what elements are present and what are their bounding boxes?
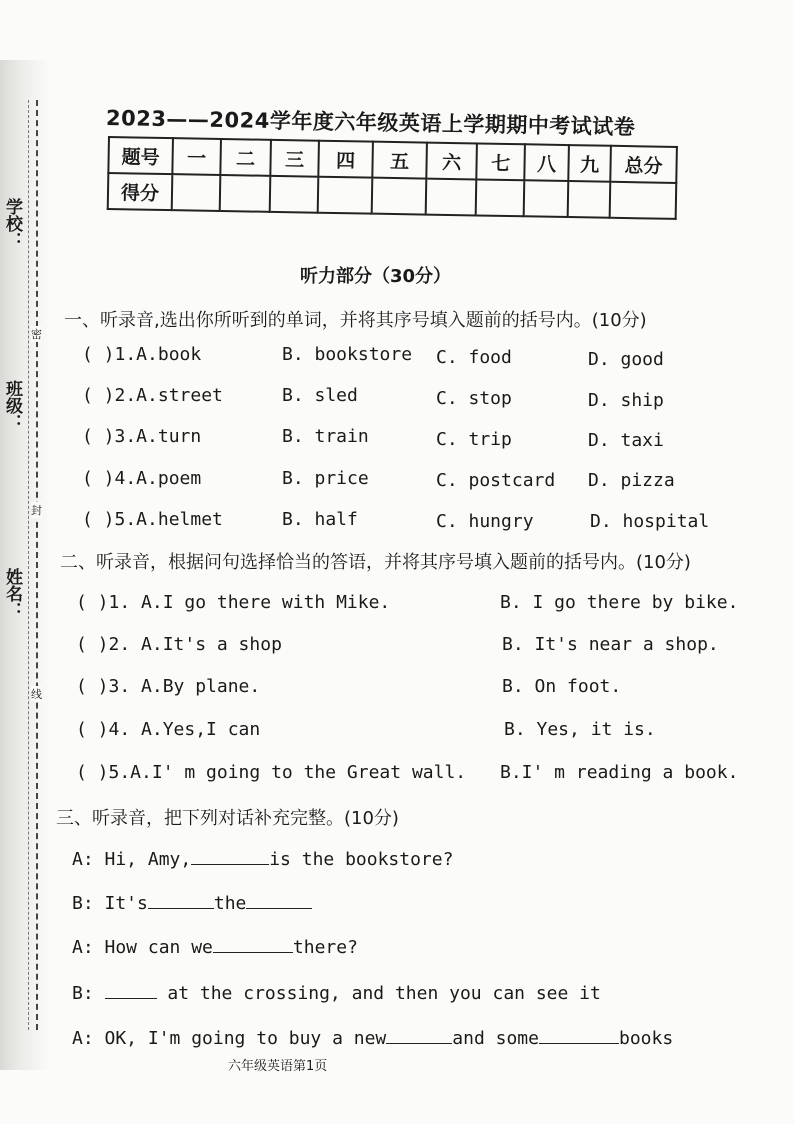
s1-q3-a: ( )3.A.turn: [82, 426, 202, 447]
score-header-cell: 八: [524, 144, 569, 181]
s1-q4-c: C. postcard: [436, 470, 556, 491]
score-cell[interactable]: [426, 179, 477, 216]
dialog-text: and some: [452, 1028, 539, 1049]
score-header-cell: 四: [318, 141, 373, 178]
score-header-cell: 总分: [610, 146, 677, 183]
s2-q1-b: B. I go there by bike.: [500, 592, 739, 613]
s1-q3-d: D. taxi: [588, 430, 664, 451]
s1-q5-d: D. hospital: [590, 511, 710, 532]
answer-blank[interactable]: [191, 846, 269, 865]
s1-q2-d: D. ship: [588, 390, 664, 411]
s2-q1-a: ( )1. A.I go there with Mike.: [76, 592, 391, 613]
score-header-cell: 九: [568, 145, 611, 182]
dialog-text: at the crossing, and then you can see it: [167, 983, 601, 1004]
dialog-text: books: [618, 1028, 674, 1049]
s2-q3-b: B. On foot.: [502, 676, 622, 697]
seal-mi: 密: [31, 328, 42, 341]
dialog-text: there?: [292, 937, 358, 958]
page-footer: 六年级英语第1页: [228, 1059, 328, 1074]
section3-heading: 三、听录音，把下列对话补充完整。(10分): [56, 808, 399, 829]
dialog-text: the: [213, 893, 247, 914]
s1-q4-a: ( )4.A.poem: [82, 468, 202, 489]
score-cell[interactable]: [476, 179, 525, 216]
s2-q2-b: B. It's near a shop.: [502, 634, 719, 655]
dialog-text: A: How can we: [72, 937, 213, 958]
s2-q3-a: ( )3. A.By plane.: [76, 676, 261, 697]
s1-q1-c: C. food: [436, 347, 512, 368]
dialog-text: A: Hi, Amy,: [72, 849, 192, 870]
answer-blank[interactable]: [105, 980, 157, 999]
s2-q2-a: ( )2. A.It's a shop: [76, 634, 282, 655]
binding-line: [36, 100, 38, 1030]
side-label-class: 班级：: [2, 380, 22, 431]
s2-q5-a: ( )5.A.I' m going to the Great wall.: [76, 762, 467, 783]
score-cell[interactable]: [318, 177, 373, 214]
dialog-line-1: [72, 846, 453, 870]
dialog-text: A: OK, I'm going to buy a new: [72, 1028, 387, 1049]
side-label-school: 学校：: [2, 198, 22, 249]
s1-q3-b: B. train: [282, 426, 369, 447]
s1-q2-a: ( )2.A.street: [82, 385, 223, 406]
s2-q5-b: B.I' m reading a book.: [500, 762, 739, 783]
dialog-text: B:: [72, 983, 94, 1004]
s2-q4-a: ( )4. A.Yes,I can: [76, 719, 261, 740]
s1-q2-c: C. stop: [436, 388, 512, 409]
score-header-cell: 三: [270, 140, 319, 177]
score-header-cell: 二: [220, 139, 271, 176]
exam-title: 2023——2024学年度六年级英语上学期期中考试试卷: [105, 106, 636, 140]
s1-q4-d: D. pizza: [588, 470, 675, 491]
answer-blank[interactable]: [539, 1025, 619, 1044]
score-cell[interactable]: [220, 175, 271, 212]
score-cell[interactable]: [172, 174, 221, 211]
section2-heading: 二、听录音，根据问句选择恰当的答语，并将其序号填入题前的括号内。(10分): [60, 552, 691, 573]
s1-q4-b: B. price: [282, 468, 369, 489]
score-cell[interactable]: [610, 182, 677, 219]
binding-line-outer: [28, 100, 29, 1030]
seal-feng: 封: [31, 504, 42, 517]
seal-xian: 线: [31, 688, 42, 701]
s1-q3-c: C. trip: [436, 429, 512, 450]
score-header-cell: 一: [172, 138, 221, 175]
s1-q5-a: ( )5.A.helmet: [82, 509, 223, 530]
s1-q1-b: B. bookstore: [282, 344, 413, 365]
score-cell[interactable]: [372, 178, 427, 215]
score-header-cell: 六: [426, 143, 477, 180]
dialog-text: is the bookstore?: [269, 849, 454, 870]
score-cell[interactable]: [568, 181, 611, 218]
answer-blank[interactable]: [246, 890, 312, 909]
side-label-name: 姓名：: [2, 568, 22, 619]
score-cell[interactable]: [270, 176, 319, 213]
dialog-text: B: It's: [72, 893, 148, 914]
dialog-line-2: [72, 890, 312, 914]
score-table: [107, 136, 678, 220]
s1-q1-d: D. good: [588, 349, 664, 370]
score-row-label: 得分: [108, 173, 173, 210]
score-header-cell: 题号: [108, 137, 173, 174]
dialog-line-4: [72, 980, 601, 1004]
listening-heading: 听力部分（30分）: [300, 266, 452, 287]
s1-q5-c: C. hungry: [436, 511, 534, 532]
answer-blank[interactable]: [386, 1025, 452, 1044]
s1-q2-b: B. sled: [282, 385, 358, 406]
score-header-cell: 七: [476, 143, 525, 180]
answer-blank[interactable]: [213, 934, 293, 953]
dialog-line-3: [72, 934, 358, 958]
section1-heading: 一、听录音,选出你所听到的单词，并将其序号填入题前的括号内。(10分): [64, 310, 647, 331]
answer-blank[interactable]: [148, 890, 214, 909]
s2-q4-b: B. Yes, it is.: [504, 719, 656, 740]
s1-q1-a: ( )1.A.book: [82, 344, 202, 365]
score-header-cell: 五: [372, 142, 427, 179]
s1-q5-b: B. half: [282, 509, 358, 530]
score-cell[interactable]: [524, 180, 569, 217]
dialog-line-5: [72, 1025, 673, 1049]
